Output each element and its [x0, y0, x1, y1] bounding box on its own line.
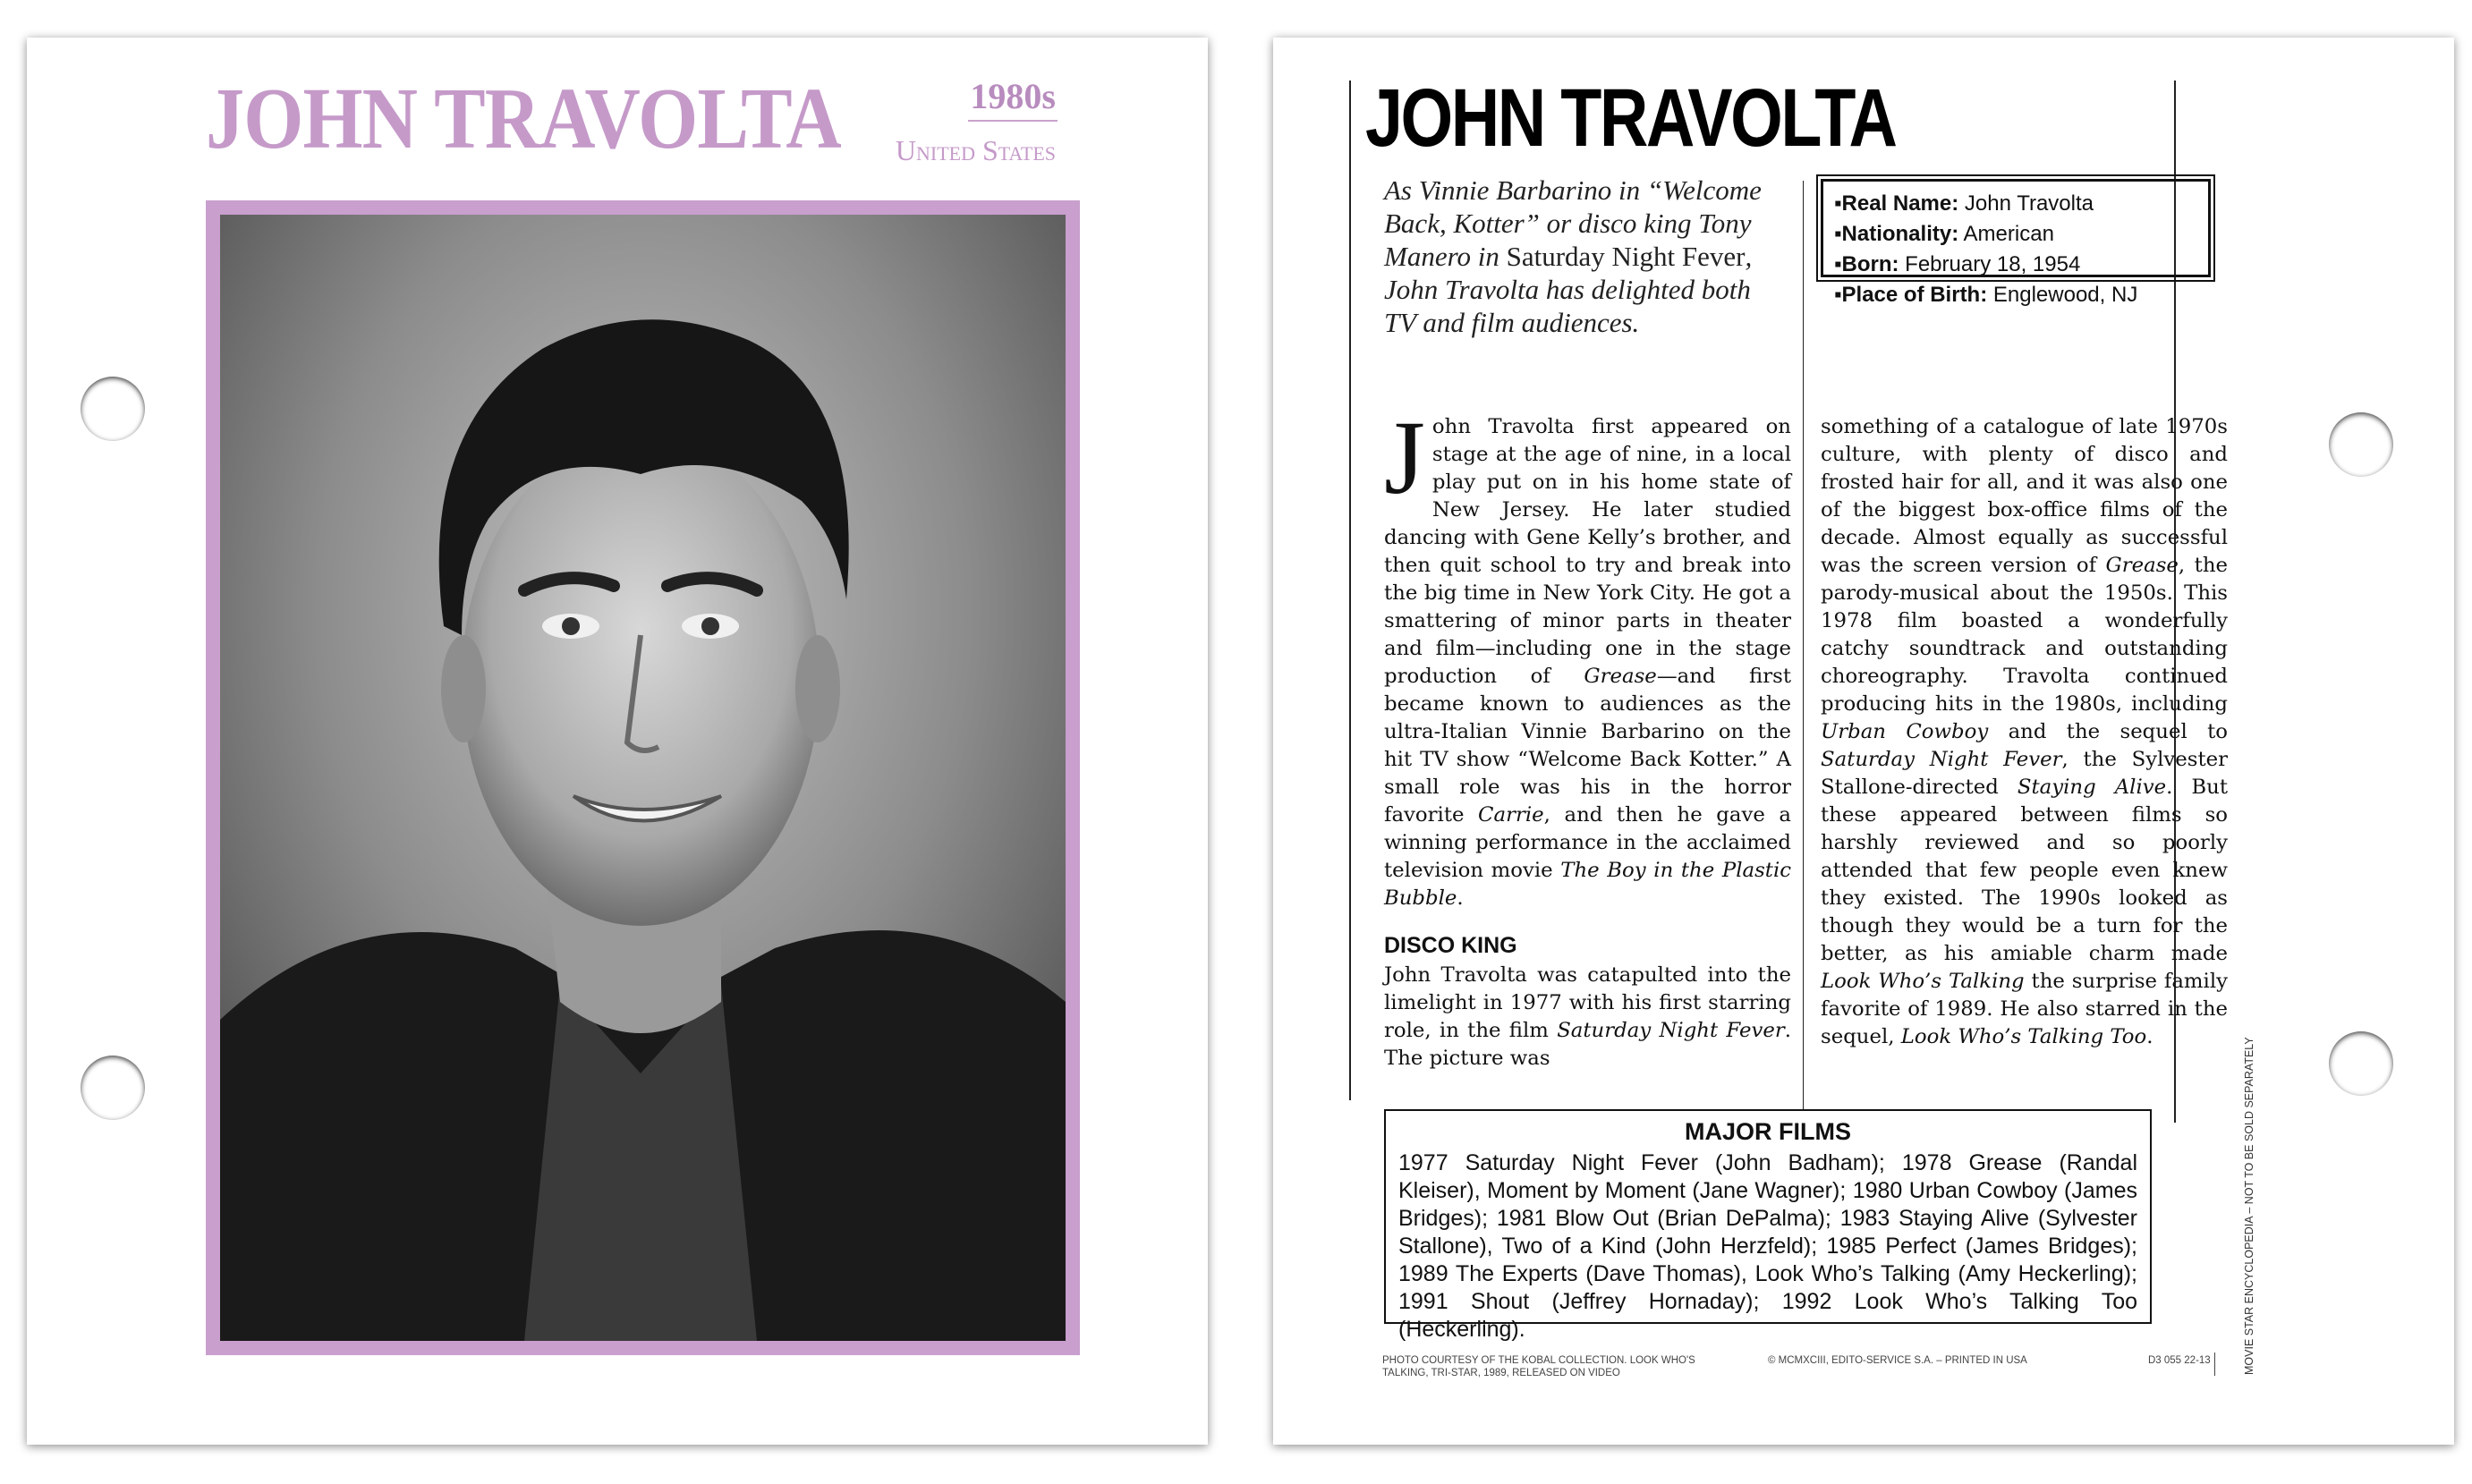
- text-run: , and then he gave a winning performance in the acclaimed television movie: [1384, 803, 1791, 882]
- text-run: .: [2146, 1025, 2153, 1048]
- italic-title: The Boy in the Plastic Bubble: [1384, 859, 1792, 910]
- body-paragraph-2: [1384, 962, 1791, 1073]
- text-run: —and first became known to audiences as the ultra-Italian Vinnie Barbarino on the hit TV show “Welcome Back Kotter.” A small role was his in the horror favorite: [1384, 665, 1792, 827]
- fact-nationality: ▪Nationality: American: [1834, 222, 2054, 246]
- body-paragraph-3: [1821, 413, 2228, 1051]
- photo-frame: [206, 200, 1080, 1355]
- italic-title: Saturday Night Fever: [1821, 748, 2062, 771]
- fact-label: Nationality:: [1841, 222, 1959, 246]
- facts-box: [1821, 179, 2211, 307]
- copyright: © MCMXCIII, EDITO-SERVICE S.A. – PRINTED IN USA: [1768, 1355, 2027, 1366]
- italic-title: Saturday Night Fever: [1557, 1019, 1785, 1042]
- back-card: [1273, 38, 2454, 1445]
- fact-place-of-birth: ▪Place of Birth: Englewood, NJ: [1834, 283, 2138, 307]
- country-label: United States: [895, 134, 1056, 166]
- italic-title: Look Who’s Talking Too: [1900, 1025, 2147, 1048]
- text-run: something of a catalogue of late 1970s culture, with plenty of disco and frosted hair for all, and it was also one of the biggest box-office films of the decade. Almost equally as successful was the screen version of: [1821, 415, 2228, 577]
- intro-text: [1384, 174, 1778, 339]
- front-name-title: JOHN TRAVOLTA: [206, 71, 841, 167]
- binder-hole-bottom: [2329, 1031, 2393, 1096]
- text-run: and the sequel to: [1988, 720, 2228, 743]
- subhead-disco-king: DISCO KING: [1384, 933, 1517, 958]
- photo-credit: PHOTO COURTESY OF THE KOBAL COLLECTION. LOOK WHO'S TALKING, TRI-STAR, 1989, RELEASED ON VIDEO: [1382, 1355, 1695, 1378]
- side-rule: [2214, 1353, 2215, 1376]
- fact-label: Born:: [1841, 252, 1899, 276]
- text-run: . But these appeared between films so harshly reviewed and so poorly attended that few people even knew they existed. The 1990s looked as though they would be a turn for the better, as his amiable charm made: [1821, 776, 2229, 965]
- intro-segment-film: Saturday Night Fever: [1506, 241, 1746, 272]
- fact-value: Englewood, NJ: [1992, 283, 2138, 307]
- fact-value: American: [1963, 222, 2054, 246]
- italic-title: Staying Alive: [2017, 776, 2167, 799]
- drop-cap: J: [1384, 399, 1425, 516]
- column-rule: [1803, 181, 1804, 1111]
- back-title: JOHN TRAVOLTA: [1365, 72, 1896, 164]
- fact-value: John Travolta: [1964, 191, 2094, 216]
- italic-title: Urban Cowboy: [1821, 720, 1989, 743]
- binder-hole-top: [2329, 412, 2393, 477]
- fact-value: February 18, 1954: [1905, 252, 2081, 276]
- italic-title: Look Who’s Talking: [1821, 970, 2025, 993]
- side-vertical-text: MOVIE STAR ENCYCLOPEDIA – NOT TO BE SOLD SEPARATELY: [2243, 1037, 2255, 1375]
- fact-label: Real Name:: [1841, 191, 1959, 216]
- italic-title: Carrie: [1478, 803, 1544, 827]
- binder-hole-top: [81, 377, 145, 441]
- fact-born: ▪Born: February 18, 1954: [1834, 252, 2081, 276]
- text-run: .: [1457, 886, 1464, 910]
- major-films-heading: MAJOR FILMS: [1685, 1118, 1851, 1145]
- text-run: . The picture was: [1384, 1019, 1792, 1070]
- major-films-list: 1977 Saturday Night Fever (John Badham); 1978 Grease (Randal Kleiser), Moment by Moment (Jane Wagner); 1980 Urban Cowboy (James Bridges); 1981 Blow Out (Brian DePalma); 1983 Staying Alive (Sylvester Stallone), Two of a Kind (John Herzfeld); 1985 Perfect (James Bridges); 1989 The Experts (Dave Thomas), Look Who’s Talking (Amy Heckerling); 1991 Shout (Jeffrey Hornaday); 1992 Look Who’s Talking Too (Heckerling).: [1398, 1150, 2137, 1342]
- front-card: [27, 38, 1208, 1445]
- left-rule: [1349, 81, 1351, 1100]
- portrait-photo: [220, 215, 1066, 1341]
- intro-segment: As Vinnie Barbarino in “Welcome Back, Kotter” or disco king Tony Manero in: [1384, 174, 1762, 272]
- binder-hole-bottom: [81, 1056, 145, 1120]
- body-column-1: [1384, 399, 1792, 1073]
- text-run: , the parody-musical about the 1950s. This 1978 film boasted a wonderfully catchy soundtrack and outstanding choreography. Travolta continued producing hits in the 1980s, including: [1821, 554, 2228, 716]
- card-code: D3 055 22-13: [2148, 1355, 2211, 1366]
- italic-title: Grease: [2105, 554, 2179, 577]
- body-paragraph-1: [1384, 399, 1792, 912]
- major-films-box: [1384, 1109, 2152, 1342]
- text-run: the surprise family favorite of 1989. He also starred in the sequel,: [1821, 970, 2228, 1048]
- intro-segment: , John Travolta has delighted both TV and film audiences.: [1384, 241, 1753, 338]
- decade-label: 1980s: [970, 76, 1056, 116]
- italic-title: Grease: [1584, 665, 1657, 688]
- text-run: , the Sylvester Stallone-directed: [1821, 748, 2228, 799]
- body-column-2: [1821, 413, 2228, 1051]
- fact-label: Place of Birth:: [1841, 283, 1988, 307]
- portrait-illustration: [220, 215, 1066, 1341]
- text-run: John Travolta was catapulted into the limelight in 1977 with his first starring role, in the film: [1384, 963, 1791, 1042]
- paragraph-text: [1384, 399, 1792, 910]
- fact-real-name: ▪Real Name: John Travolta: [1834, 191, 2094, 216]
- text-run: ohn Travolta first appeared on stage at the age of nine, in a local play put on in his home state of New Jersey. He later studied dancing with Gene Kelly’s brother, and then quit school to try and break into the big time in New York City. He got a smattering of minor parts in theater and film—including one in the stage production of: [1384, 415, 1791, 688]
- decade-rule: [968, 120, 1058, 122]
